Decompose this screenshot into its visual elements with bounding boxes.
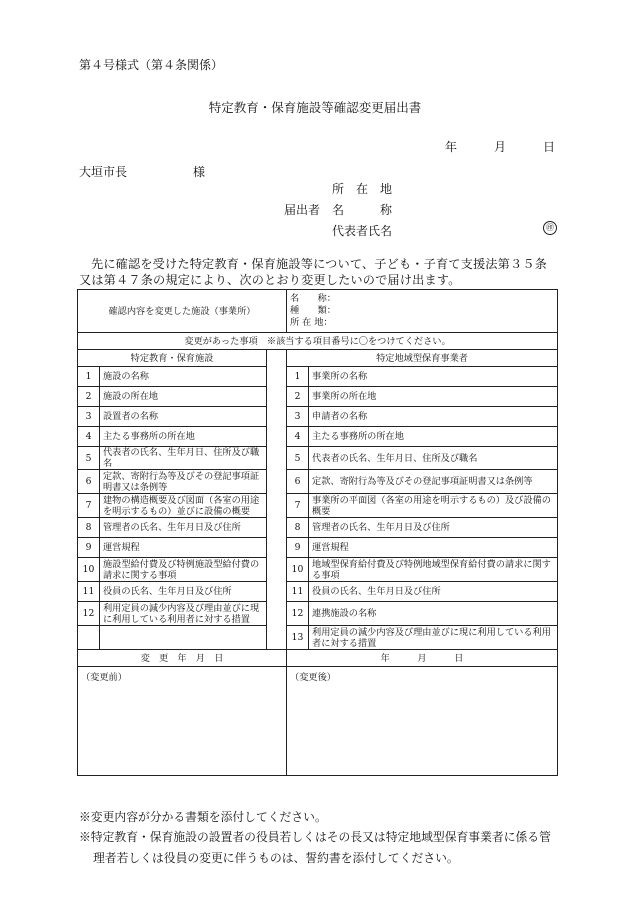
- column-gap: [267, 558, 287, 582]
- column-gap: [267, 518, 287, 538]
- instruction-row: 変更があった事項 ※該当する項目番号に〇をつけてください。: [78, 333, 558, 350]
- before-change-cell[interactable]: [78, 667, 287, 776]
- column-gap: [267, 494, 287, 518]
- right-item[interactable]: 管理者の氏名、生年月日及び住所: [309, 518, 558, 538]
- date-year-label: 年: [445, 140, 458, 154]
- right-item[interactable]: 連携施設の名称: [309, 602, 558, 626]
- item-number: 4: [78, 427, 100, 447]
- right-item[interactable]: 事業所の所在地: [309, 387, 558, 407]
- right-item[interactable]: 運営規程: [309, 538, 558, 558]
- item-number: 10: [287, 558, 309, 582]
- item-number: 5: [287, 447, 309, 470]
- body-paragraph: 先に確認を受けた特定教育・保育施設等について、子ども・子育て支援法第３５条又は第４７条の規定により、次のとおり変更したいので届け出ます。: [79, 257, 547, 287]
- left-item[interactable]: 定款、寄附行為等及びその登記事項証明書又は条例等: [100, 470, 267, 494]
- column-gap: [267, 427, 287, 447]
- item-number: 7: [287, 494, 309, 518]
- left-column-header: 特定教育・保育施設: [78, 350, 267, 367]
- column-gap: [267, 470, 287, 494]
- right-item[interactable]: 定款、寄附行為等及びその登記事項証明書又は条例等: [309, 470, 558, 494]
- seal-mark: ㊞: [543, 221, 557, 235]
- left-item[interactable]: 管理者の氏名、生年月日及び住所: [100, 518, 267, 538]
- item-number: 8: [78, 518, 100, 538]
- left-item[interactable]: 設置者の名称: [100, 407, 267, 427]
- item-number: 6: [78, 470, 100, 494]
- addressee: [79, 163, 206, 180]
- note-oath-line1: ※特定教育・保育施設の設置者の役員若しくはその長又は特定地域型保育事業者に係る管: [79, 830, 551, 844]
- column-gap: [267, 447, 287, 470]
- change-date-label: 変 更 年 月 日: [78, 650, 287, 667]
- item-number: 11: [78, 582, 100, 602]
- left-item[interactable]: 役員の氏名、生年月日及び住所: [100, 582, 267, 602]
- item-number: 2: [287, 387, 309, 407]
- item-number: 9: [287, 538, 309, 558]
- facility-type-field: 種 類：: [290, 305, 336, 316]
- column-gap: [267, 387, 287, 407]
- facility-label: 確認内容を変更した施設（事業所）: [78, 290, 287, 333]
- column-gap: [267, 350, 287, 367]
- column-gap: [267, 626, 287, 650]
- addressee-suffix: 様: [193, 165, 206, 179]
- note-oath-line2: 理者若しくは役員の変更に伴うものは、誓約書を添付してください。: [93, 851, 459, 865]
- column-gap: [267, 367, 287, 387]
- item-number: 12: [287, 602, 309, 626]
- representative-label: 代表者氏名: [332, 224, 393, 238]
- facility-fields: [287, 290, 558, 333]
- note-attachment: ※変更内容が分かる書類を添付してください。: [79, 810, 327, 824]
- notifier-label: 届出者: [284, 203, 321, 217]
- facility-name-field: 名 称：: [290, 293, 336, 304]
- right-item[interactable]: 申請者の名称: [309, 407, 558, 427]
- left-item[interactable]: 建物の構造概要及び図面（各室の用途を明示するもの）並びに設備の概要: [100, 494, 267, 518]
- before-change-label: （変更前）: [81, 672, 127, 683]
- change-items-table: [77, 289, 558, 776]
- item-number: 3: [78, 407, 100, 427]
- left-item[interactable]: 代表者の氏名、生年月日、住所及び職名: [100, 447, 267, 470]
- right-item[interactable]: 役員の氏名、生年月日及び住所: [309, 582, 558, 602]
- item-number: 11: [287, 582, 309, 602]
- item-number: 13: [287, 626, 309, 650]
- right-item[interactable]: 利用定員の減少内容及び理由並びに現に利用している利用者に対する措置: [309, 626, 558, 650]
- right-item[interactable]: 地域型保育給付費及び特例地域型保育給付費の請求に関する事項: [309, 558, 558, 582]
- item-number: 3: [287, 407, 309, 427]
- item-number: 7: [78, 494, 100, 518]
- item-number: 2: [78, 387, 100, 407]
- item-number: 10: [78, 558, 100, 582]
- date-month-label: 月: [494, 140, 507, 154]
- item-number: 8: [287, 518, 309, 538]
- right-item[interactable]: 事業所の平面図（各室の用途を明示するもの）及び設備の概要: [309, 494, 558, 518]
- item-number: 1: [287, 367, 309, 387]
- left-item[interactable]: 施設の所在地: [100, 387, 267, 407]
- left-item[interactable]: 利用定員の減少内容及び理由並びに現に利用している利用者に対する措置: [100, 602, 267, 626]
- item-number: 9: [78, 538, 100, 558]
- after-change-label: （変更後）: [290, 672, 336, 683]
- item-number: 6: [287, 470, 309, 494]
- item-number: 5: [78, 447, 100, 470]
- facility-row: [78, 290, 558, 333]
- left-item[interactable]: 施設の名称: [100, 367, 267, 387]
- column-gap: [267, 602, 287, 626]
- address-label: 所 在 地: [332, 182, 393, 196]
- right-item[interactable]: 主たる事務所の所在地: [309, 427, 558, 447]
- document-title: 特定教育・保育施設等確認変更届出書: [208, 100, 422, 115]
- date-day-label: 日: [543, 140, 556, 154]
- item-number: 12: [78, 602, 100, 626]
- column-gap: [267, 582, 287, 602]
- note-oath: [79, 827, 559, 869]
- addressee-name: 大垣市長: [79, 165, 128, 179]
- name-label: 名 称: [332, 203, 393, 217]
- right-column-header: 特定地域型保育事業者: [287, 350, 558, 367]
- right-item[interactable]: 事業所の名称: [309, 367, 558, 387]
- right-item[interactable]: 代表者の氏名、生年月日、住所及び職名: [309, 447, 558, 470]
- column-gap: [267, 407, 287, 427]
- left-item-empty: [100, 626, 267, 650]
- change-date-value[interactable]: 年 月 日: [287, 650, 558, 667]
- left-item[interactable]: 施設型給付費及び特例施設型給付費の請求に関する事項: [100, 558, 267, 582]
- item-number: 4: [287, 427, 309, 447]
- facility-address-field: 所 在 地：: [290, 317, 333, 328]
- column-gap: [267, 538, 287, 558]
- form-number: 第４号様式（第４条関係）: [79, 58, 224, 72]
- after-change-cell[interactable]: [287, 667, 558, 776]
- item-number: 1: [78, 367, 100, 387]
- item-number-empty: [78, 626, 100, 650]
- left-item[interactable]: 運営規程: [100, 538, 267, 558]
- left-item[interactable]: 主たる事務所の所在地: [100, 427, 267, 447]
